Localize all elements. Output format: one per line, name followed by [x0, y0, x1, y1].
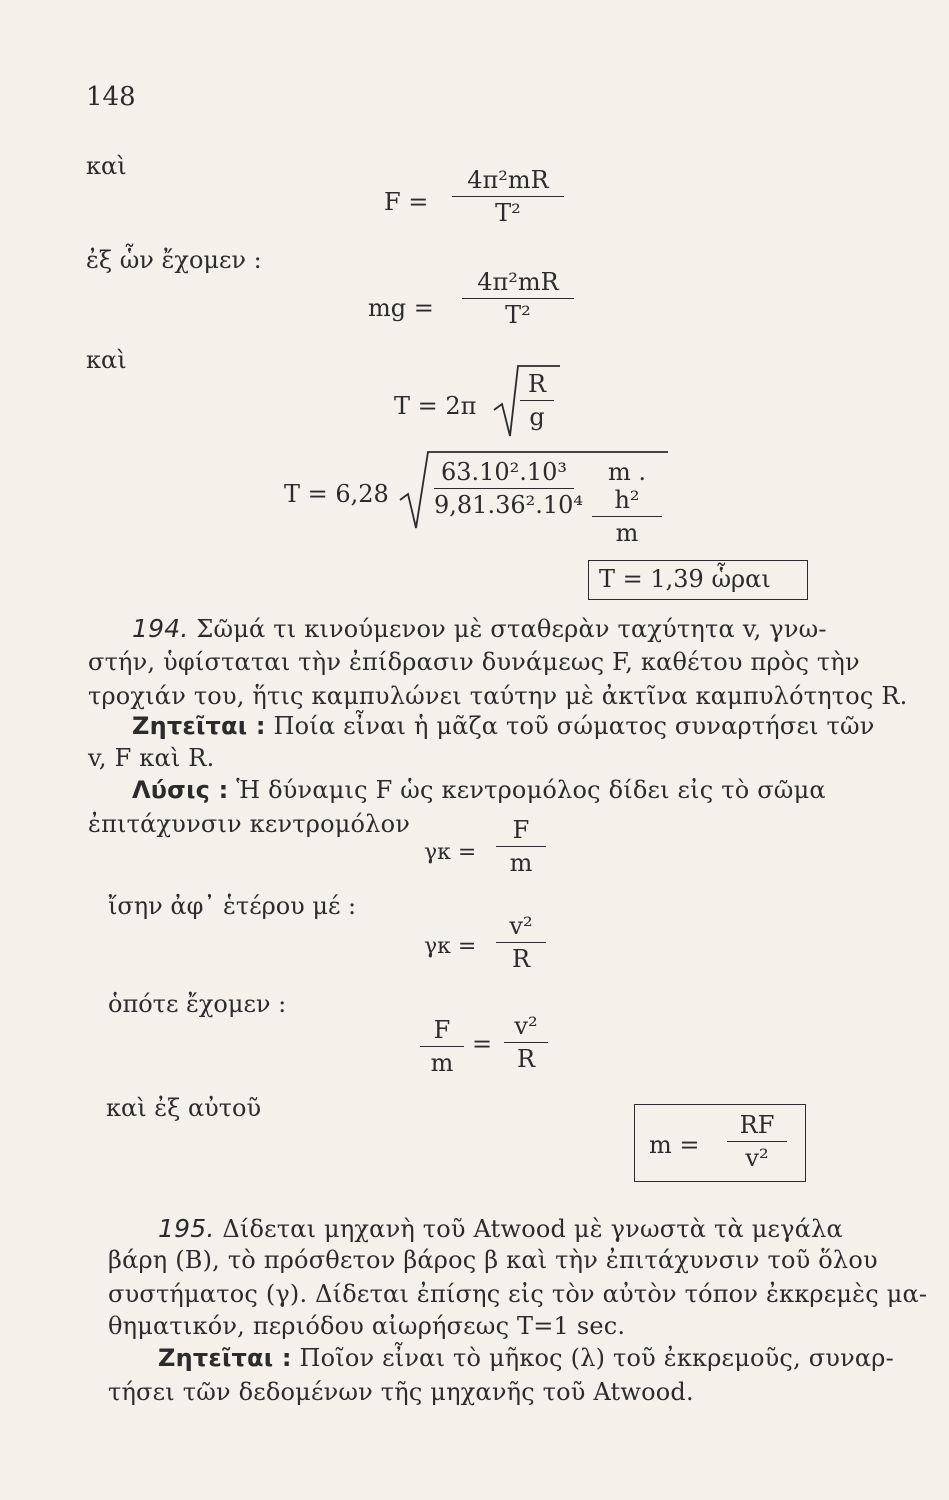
problem-194-lysis-text: Ἡ δύναμις F ὡς κεντρομόλος δίδει εἰς τὸ σῶμα	[236, 776, 826, 804]
eqD-numerator: RF	[739, 1111, 775, 1139]
eq4-numerator-1: 63.10².10³	[440, 458, 568, 486]
eq3-numerator: R	[527, 370, 547, 398]
problem-194-lysis-line	[132, 776, 826, 804]
eqD-denominator: v²	[745, 1144, 769, 1172]
eqA-numerator: F	[512, 816, 530, 844]
page-number: 148	[86, 82, 136, 112]
problem-194-lysis-cont: ἐπιτάχυνσιν κεντρομόλον	[88, 810, 411, 838]
eq2-numerator: 4π²mR	[477, 268, 559, 296]
kai-label-2: καὶ	[86, 346, 127, 374]
result-text: T = 1,39 ὧραι	[599, 565, 771, 593]
problem-194-lysis-label: Λύσις :	[132, 776, 229, 804]
problem-194-line-2: στήν, ὑφίσταται τὴν ἐπίδρασιν δυνάμεως F, καθέτου πρὸς τὴν	[88, 648, 860, 676]
eq4-fraction-2	[592, 458, 662, 547]
problem-195-zeteitai-label: Ζητεῖται :	[158, 1344, 292, 1372]
eqC-fraction-1	[420, 1016, 464, 1077]
eq1-numerator: 4π²mR	[467, 166, 549, 194]
problem-194-zeteitai-line	[132, 712, 875, 740]
eqA-fraction	[496, 816, 546, 877]
eqC-numerator-1: F	[433, 1016, 451, 1044]
problem-195-line-1	[158, 1214, 843, 1243]
eq4-numerator-2: m . h²	[607, 458, 646, 514]
problem-194-text-1: Σῶμά τι κινούμενον μὲ σταθερὰν ταχύτητα v, γνω-	[196, 615, 827, 643]
eq2-lhs: mg =	[368, 294, 434, 322]
problem-195-line-3: συστήματος (γ). Δίδεται ἐπίσης εἰς τὸν αὐτὸν τόπον ἐκκρεμὲς μα-	[108, 1280, 928, 1308]
eq1-denominator: T²	[495, 199, 521, 227]
eqB-numerator: v²	[509, 912, 533, 940]
problem-195-text-1: Δίδεται μηχανὴ τοῦ Atwood μὲ γνωστὰ τὰ μεγάλα	[222, 1215, 843, 1243]
eq3-lhs: T = 2π	[394, 392, 477, 420]
eq4-denominator-2: m	[615, 519, 639, 547]
problem-195-line-4: θηματικόν, περιόδου αἰωρήσεως T=1 sec.	[108, 1312, 626, 1340]
problem-194-zeteitai-label: Ζητεῖται :	[132, 712, 266, 740]
problem-195-zeteitai-line	[158, 1344, 894, 1372]
eqC-numerator-2: v²	[514, 1012, 538, 1040]
ex-on-label: ἐξ ὧν ἔχομεν :	[86, 246, 262, 274]
eqC-denominator-1: m	[430, 1049, 454, 1077]
eqA-denominator: m	[509, 849, 533, 877]
problem-195-line-2: βάρη (Β), τὸ πρόσθετον βάρος β καὶ τὴν ἐπιτάχυνσιν τοῦ ὅλου	[108, 1246, 878, 1274]
problem-194-number: 194.	[132, 614, 189, 643]
eq1-lhs: F =	[384, 188, 429, 216]
eqB-lhs: γκ =	[424, 934, 477, 959]
kai-label-1: καὶ	[86, 152, 127, 180]
problem-195-zeteitai-cont: τήσει τῶν δεδομένων τῆς μηχανῆς τοῦ Atwood.	[108, 1378, 694, 1406]
eqB-fraction	[496, 912, 546, 973]
eq4-denominator-1: 9,81.36².10⁴	[434, 491, 584, 519]
problem-195-number: 195.	[158, 1214, 215, 1243]
eq4-fraction-1	[434, 458, 584, 519]
eqB-denominator: R	[511, 945, 531, 973]
eq3-denominator: g	[529, 403, 545, 431]
eqD-fraction	[727, 1111, 787, 1172]
problem-194-zeteitai-text: Ποία εἶναι ἡ μᾶζα τοῦ σώματος συναρτήσει τῶν	[273, 712, 875, 740]
isen-label: ἴσην ἀφ᾽ ἑτέρου μέ :	[108, 892, 357, 920]
problem-194-zeteitai-cont: v, F καὶ R.	[88, 744, 215, 772]
eqD-lhs: m =	[649, 1131, 700, 1159]
eq2-denominator: T²	[505, 301, 531, 329]
eqC-fraction-2	[504, 1012, 548, 1073]
kai-ex-label: καὶ ἐξ αὐτοῦ	[106, 1094, 262, 1122]
eqC-denominator-2: R	[516, 1045, 536, 1073]
result-box	[588, 560, 808, 600]
problem-195-zeteitai-text: Ποῖον εἶναι τὸ μῆκος (λ) τοῦ ἐκκρεμοῦς, συναρ-	[299, 1344, 894, 1372]
problem-194-line-1	[132, 614, 827, 643]
eqC-equals: =	[472, 1030, 493, 1058]
eq4-lhs: T = 6,28	[284, 480, 389, 508]
opote-label: ὁπότε ἔχομεν :	[108, 990, 287, 1018]
eqD-box	[634, 1104, 806, 1182]
problem-194-line-3: τροχιάν του, ἥτις καμπυλώνει ταύτην μὲ ἀκτῖνα καμπυλότητος R.	[88, 682, 908, 710]
eqA-lhs: γκ =	[424, 840, 477, 865]
